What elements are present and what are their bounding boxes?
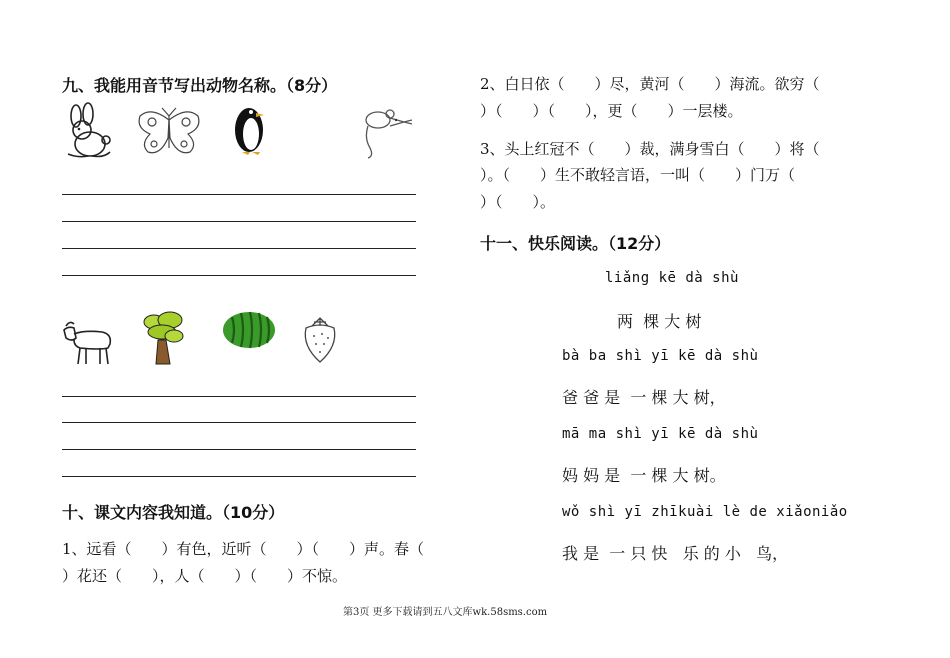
q1-line1: 1、远看（ ）有色，近听（ ）（ ）声。春（: [62, 540, 425, 558]
poem-line1: 爸 爸 是 一 棵 大 树，: [562, 388, 726, 407]
page-footer: 第3页 更多下载请到五八文库wk.58sms.com: [343, 607, 548, 618]
section9-title: 九、我能用音节写出动物名称。（8分）: [62, 76, 338, 95]
watermelon-icon: [222, 311, 276, 349]
poem-line1-pinyin: bà ba shì yī kē dà shù: [562, 348, 759, 364]
q1-line2: ）花还（ ），人（ ）（ ）不惊。: [62, 567, 348, 585]
butterfly-icon: [136, 108, 202, 158]
goat-icon: [60, 318, 116, 366]
poem-line3-pinyin: wǒ shì yī zhīkuài lè de xiǎoniǎo: [562, 504, 848, 520]
tree-icon: [140, 310, 186, 366]
section11-title: 十一、快乐阅读。（12分）: [480, 234, 671, 253]
q3-line2: ）。（ ）生不敢轻言语，一叫（ ）门万（: [480, 166, 796, 184]
strawberry-icon: [300, 316, 340, 364]
poem-line3: 我 是 一 只 快 乐 的 小 鸟，: [562, 544, 789, 563]
poem-title: 两 棵 大 树: [617, 312, 702, 331]
poem-line2: 妈 妈 是 一 棵 大 树。: [562, 466, 726, 485]
mouse-icon: [360, 104, 416, 160]
penguin-icon: [228, 100, 270, 156]
section10-title: 十、课文内容我知道。（10分）: [62, 503, 285, 522]
q2-line1: 2、白日依（ ）尽，黄河（ ）海流。欲穷（: [480, 75, 820, 93]
q2-line2: ）（ ）（ ），更（ ）一层楼。: [480, 102, 743, 120]
poem-title-pinyin: liǎng kē dà shù: [605, 270, 739, 286]
q3-line1: 3、头上红冠不（ ）裁，满身雪白（ ）将（: [480, 140, 820, 158]
q3-line3: ）（ ）。: [480, 193, 556, 211]
poem-line2-pinyin: mā ma shì yī kē dà shù: [562, 426, 759, 442]
rabbit-icon: [60, 102, 118, 160]
